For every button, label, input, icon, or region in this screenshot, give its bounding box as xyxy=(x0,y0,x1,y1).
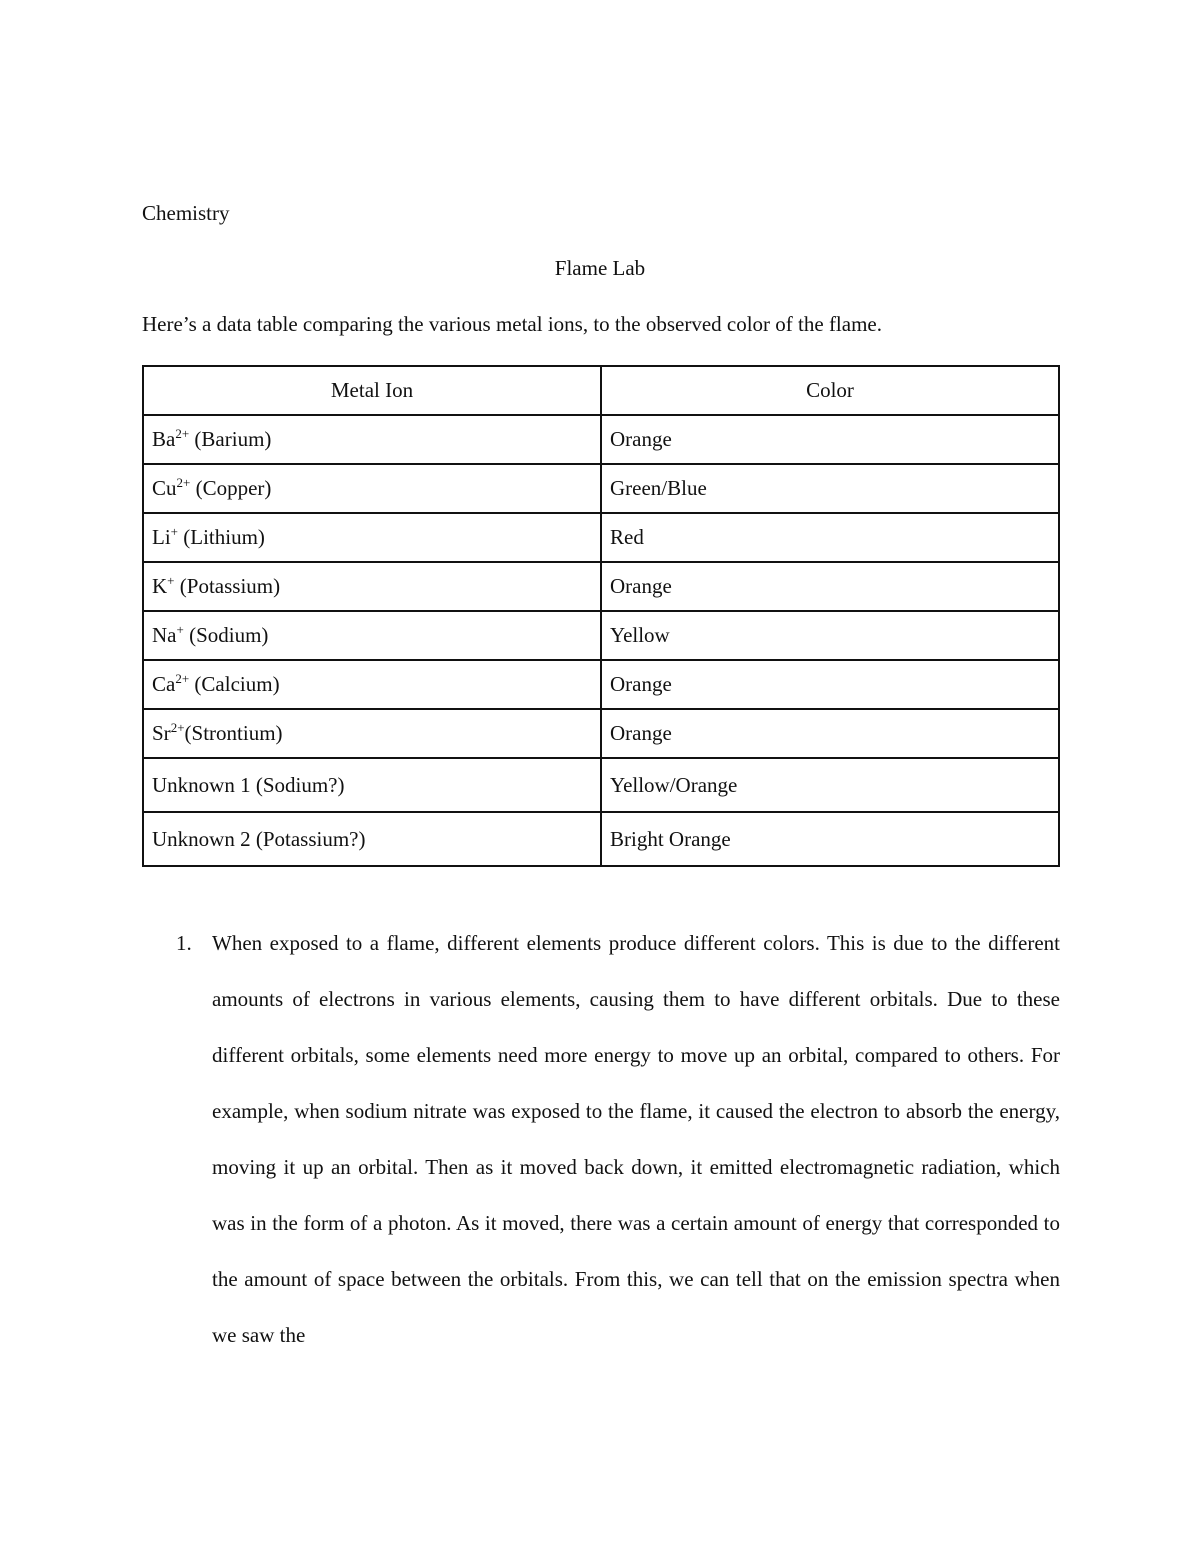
table-row xyxy=(143,660,1059,709)
ion-symbol: Unknown 1 (Sodium?) xyxy=(152,772,345,797)
flame-color-cell: Red xyxy=(601,513,1059,562)
flame-color-cell: Orange xyxy=(601,562,1059,611)
metal-ion-cell xyxy=(143,611,601,660)
ion-name: (Lithium) xyxy=(178,525,265,549)
ion-charge: + xyxy=(176,622,184,637)
table-body xyxy=(143,415,1059,866)
ion-name: (Strontium) xyxy=(184,721,283,745)
flame-color-cell: Orange xyxy=(601,415,1059,464)
table-row xyxy=(143,513,1059,562)
flame-data-table xyxy=(142,365,1060,867)
metal-ion-cell xyxy=(143,415,601,464)
header-metal-ion: Metal Ion xyxy=(143,366,601,415)
ion-charge: 2+ xyxy=(170,720,185,735)
metal-ion-cell xyxy=(143,513,601,562)
flame-color-cell: Yellow/Orange xyxy=(601,758,1059,812)
intro-paragraph: Here’s a data table comparing the various metal ions, to the observed color of the flame. xyxy=(142,312,882,336)
table-row xyxy=(143,415,1059,464)
flame-color-cell: Yellow xyxy=(601,611,1059,660)
table-row xyxy=(143,758,1059,812)
ion-symbol: Li xyxy=(152,525,171,549)
table-row xyxy=(143,709,1059,758)
metal-ion-cell xyxy=(143,562,601,611)
ion-name: (Barium) xyxy=(189,427,272,451)
table-header-row xyxy=(143,366,1059,415)
answer-number: 1. xyxy=(176,931,192,955)
answer-text: When exposed to a flame, different elements produce different colors. This is due to the different amounts of electrons in various elements, causing them to have different orbitals. Due to these different orbitals, some elements need more energy to move up an orbital, compared to others. For example, when sodium nitrate was exposed to the flame, it caused the electron to absorb the energy, moving it up an orbital. Then as it moved back down, it emitted electromagnetic radiation, which was in the form of a photon. As it moved, there was a certain amount of energy that corresponded to the amount of space between the orbitals. From this, we can tell that on the emission spectra when we saw the xyxy=(212,931,1060,1347)
ion-charge: 2+ xyxy=(176,475,191,490)
metal-ion-cell xyxy=(143,812,601,866)
ion-symbol: Ca xyxy=(152,672,176,696)
subject-heading: Chemistry xyxy=(142,201,230,225)
ion-charge: + xyxy=(167,573,175,588)
table-row xyxy=(143,562,1059,611)
ion-charge: 2+ xyxy=(175,671,190,686)
table-row xyxy=(143,464,1059,513)
ion-symbol: Ba xyxy=(152,427,176,451)
ion-name: (Sodium) xyxy=(183,623,269,647)
ion-charge: + xyxy=(170,524,179,539)
flame-color-cell: Orange xyxy=(601,660,1059,709)
page-title: Flame Lab xyxy=(554,256,646,280)
ion-symbol: Unknown 2 (Potassium?) xyxy=(152,826,366,851)
ion-symbol: Na xyxy=(152,623,177,647)
ion-name: (Potassium) xyxy=(174,574,281,598)
metal-ion-cell xyxy=(143,660,601,709)
ion-symbol: Sr xyxy=(152,721,171,745)
flame-color-cell: Orange xyxy=(601,709,1059,758)
header-color: Color xyxy=(601,366,1059,415)
ion-name: (Copper) xyxy=(190,476,272,500)
flame-color-cell: Green/Blue xyxy=(601,464,1059,513)
metal-ion-cell xyxy=(143,758,601,812)
ion-symbol: Cu xyxy=(152,476,177,500)
ion-name: (Calcium) xyxy=(189,672,280,696)
metal-ion-cell xyxy=(143,464,601,513)
flame-color-cell: Bright Orange xyxy=(601,812,1059,866)
metal-ion-cell xyxy=(143,709,601,758)
table-row xyxy=(143,611,1059,660)
table-row xyxy=(143,812,1059,866)
ion-charge: 2+ xyxy=(175,426,190,441)
ion-symbol: K xyxy=(152,574,168,598)
